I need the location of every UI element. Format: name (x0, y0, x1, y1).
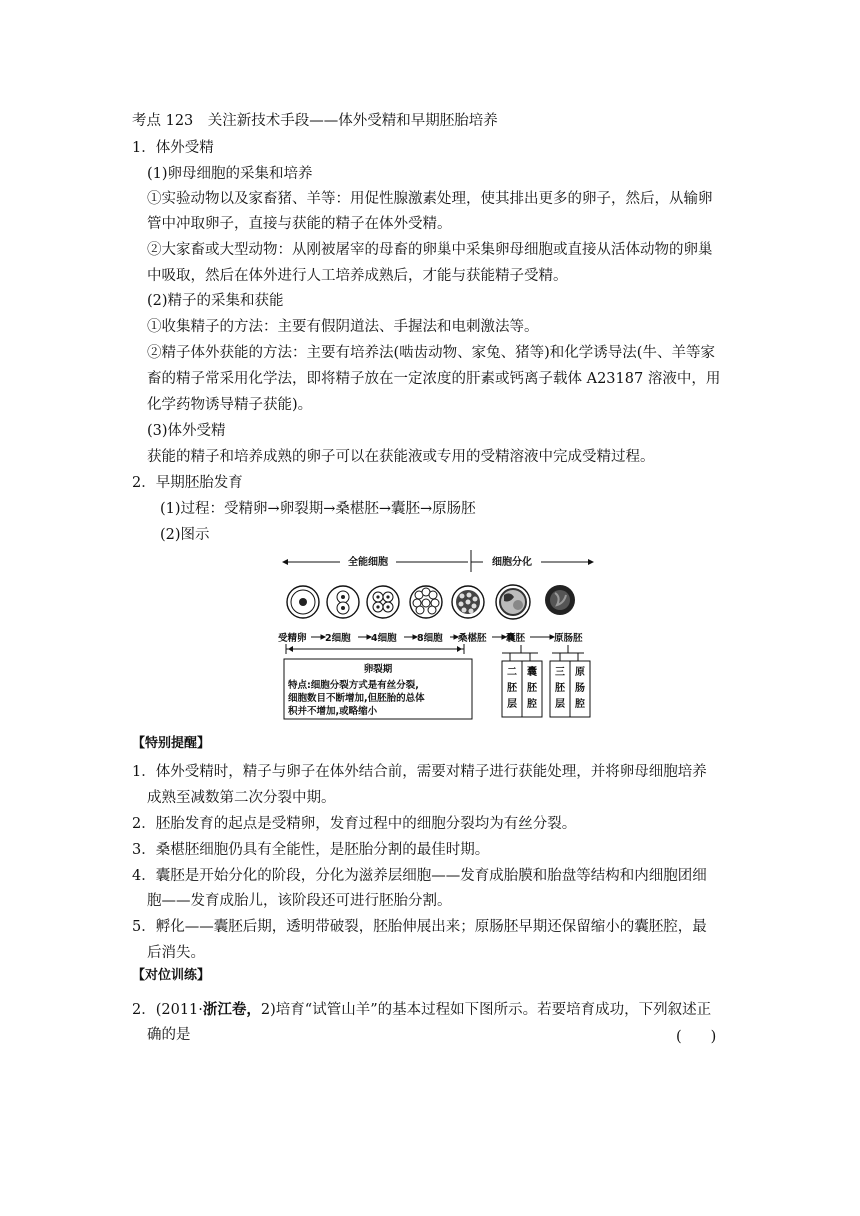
stage-label: 桑椹胚 (458, 633, 487, 644)
cleavage-title: 卵裂期 (363, 664, 393, 675)
stage-label: 4细胞 (371, 633, 397, 644)
zygote-icon (287, 586, 319, 618)
text-line: 中吸取，然后在体外进行人工培养成熟后，才能与获能精子受精。 (147, 268, 568, 284)
label-differentiation: 细胞分化 (492, 557, 532, 568)
four-cell-icon (367, 586, 399, 618)
cleavage-line: 细胞数目不断增加,但胚胎的总体 (288, 693, 425, 704)
question-source: 浙江卷， (202, 1001, 261, 1018)
question-text: 2)培育“试管山羊”的基本过程如下图所示。若要培育成功，下列叙述正 (260, 1002, 712, 1018)
text-line: 管中冲取卵子，直接与获能的精子在体外受精。 (147, 216, 452, 232)
section-2-title: 2．早期胚胎发育 (132, 475, 243, 491)
tip-line: 2．胚胎发育的起点是受精卵，发育过程中的细胞分裂均为有丝分裂。 (132, 816, 577, 832)
cleavage-line: 特点:细胞分裂方式是有丝分裂, (288, 680, 419, 691)
blastula-col-1: 二胚层 (507, 667, 517, 710)
stage-label: 2细胞 (325, 633, 351, 644)
stage-label: 8细胞 (417, 633, 443, 644)
stage-label: 受精卵 (278, 633, 307, 644)
subsection-1-title: (1)卵母细胞的采集和培养 (147, 166, 313, 182)
tips-header: 【特别提醒】 (132, 736, 211, 751)
text-line: 化学药物诱导精子获能)。 (147, 397, 313, 413)
section-heading: 考点 123 关注新技术手段——体外受精和早期胚胎培养 (132, 113, 498, 129)
gastrula-col-2: 原肠腔 (575, 667, 585, 710)
stage-label: 囊胚 (506, 633, 526, 644)
cleavage-line: 积并不增加,或略缩小 (288, 706, 378, 717)
subsection-3-title: (3)体外受精 (147, 423, 226, 439)
text-line: ②精子体外获能的方法：主要有培养法(啮齿动物、家兔、猪等)和化学诱导法(牛、羊等家 (147, 345, 715, 361)
blastula-col-2: 囊胚腔 (527, 667, 537, 710)
figure-caption: (2)图示 (160, 527, 210, 543)
text-line: ①收集精子的方法：主要有假阴道法、手握法和电刺激法等。 (147, 319, 539, 335)
section-1-title: 1．体外受精 (132, 140, 214, 156)
tip-line: 1．体外受精时，精子与卵子在体外结合前，需要对精子进行获能处理，并将卵母细胞培养 (132, 764, 707, 780)
question-number: 2．(2011· (132, 1002, 203, 1018)
tip-line: 胞——发育成胎儿，该阶段还可进行胚胎分割。 (147, 893, 452, 909)
text-line: ①实验动物以及家畜猪、羊等：用促性腺激素处理，使其排出更多的卵子，然后，从输卵 (147, 191, 713, 207)
text-line: ②大家畜或大型动物：从刚被屠宰的母畜的卵巢中采集卵母细胞或直接从活体动物的卵巢 (147, 242, 713, 258)
question-line-2: 确的是 (147, 1027, 191, 1043)
subsection-2-title: (2)精子的采集和获能 (147, 293, 284, 309)
label-totipotent: 全能细胞 (348, 557, 388, 568)
eight-cell-icon (410, 586, 442, 618)
two-cell-icon (327, 586, 359, 618)
tip-line: 后消失。 (147, 945, 205, 961)
training-header: 【对位训练】 (132, 968, 211, 983)
question-line-1 (132, 1000, 711, 1020)
tip-line: 5．孵化——囊胚后期，透明带破裂，胚胎伸展出来；原肠胚早期还保留缩小的囊胚腔，最 (132, 919, 707, 935)
tip-line: 成熟至减数第二次分裂中期。 (147, 790, 336, 806)
text-line: 获能的精子和培养成熟的卵子可以在获能液或专用的受精溶液中完成受精过程。 (147, 449, 655, 465)
morula-icon (452, 586, 484, 618)
tip-line: 3．桑椹胚细胞仍具有全能性，是胚胎分割的最佳时期。 (132, 842, 490, 858)
process-line: (1)过程：受精卵→卵裂期→桑椹胚→囊胚→原肠胚 (160, 501, 476, 517)
gastrula-col-1: 三胚层 (555, 667, 565, 710)
blastula-icon (496, 585, 530, 619)
text-line: 畜的精子常采用化学法，即将精子放在一定浓度的肝素或钙离子载体 A23187 溶液中，用 (147, 371, 721, 387)
answer-paren: ( ) (676, 1029, 717, 1045)
embryo-development-figure (278, 545, 598, 723)
tip-line: 4．囊胚是开始分化的阶段，分化为滋养层细胞——发育成胎膜和胎盘等结构和内细胞团细 (132, 868, 707, 884)
stage-label: 原肠胚 (554, 633, 583, 644)
gastrula-icon (545, 585, 575, 615)
